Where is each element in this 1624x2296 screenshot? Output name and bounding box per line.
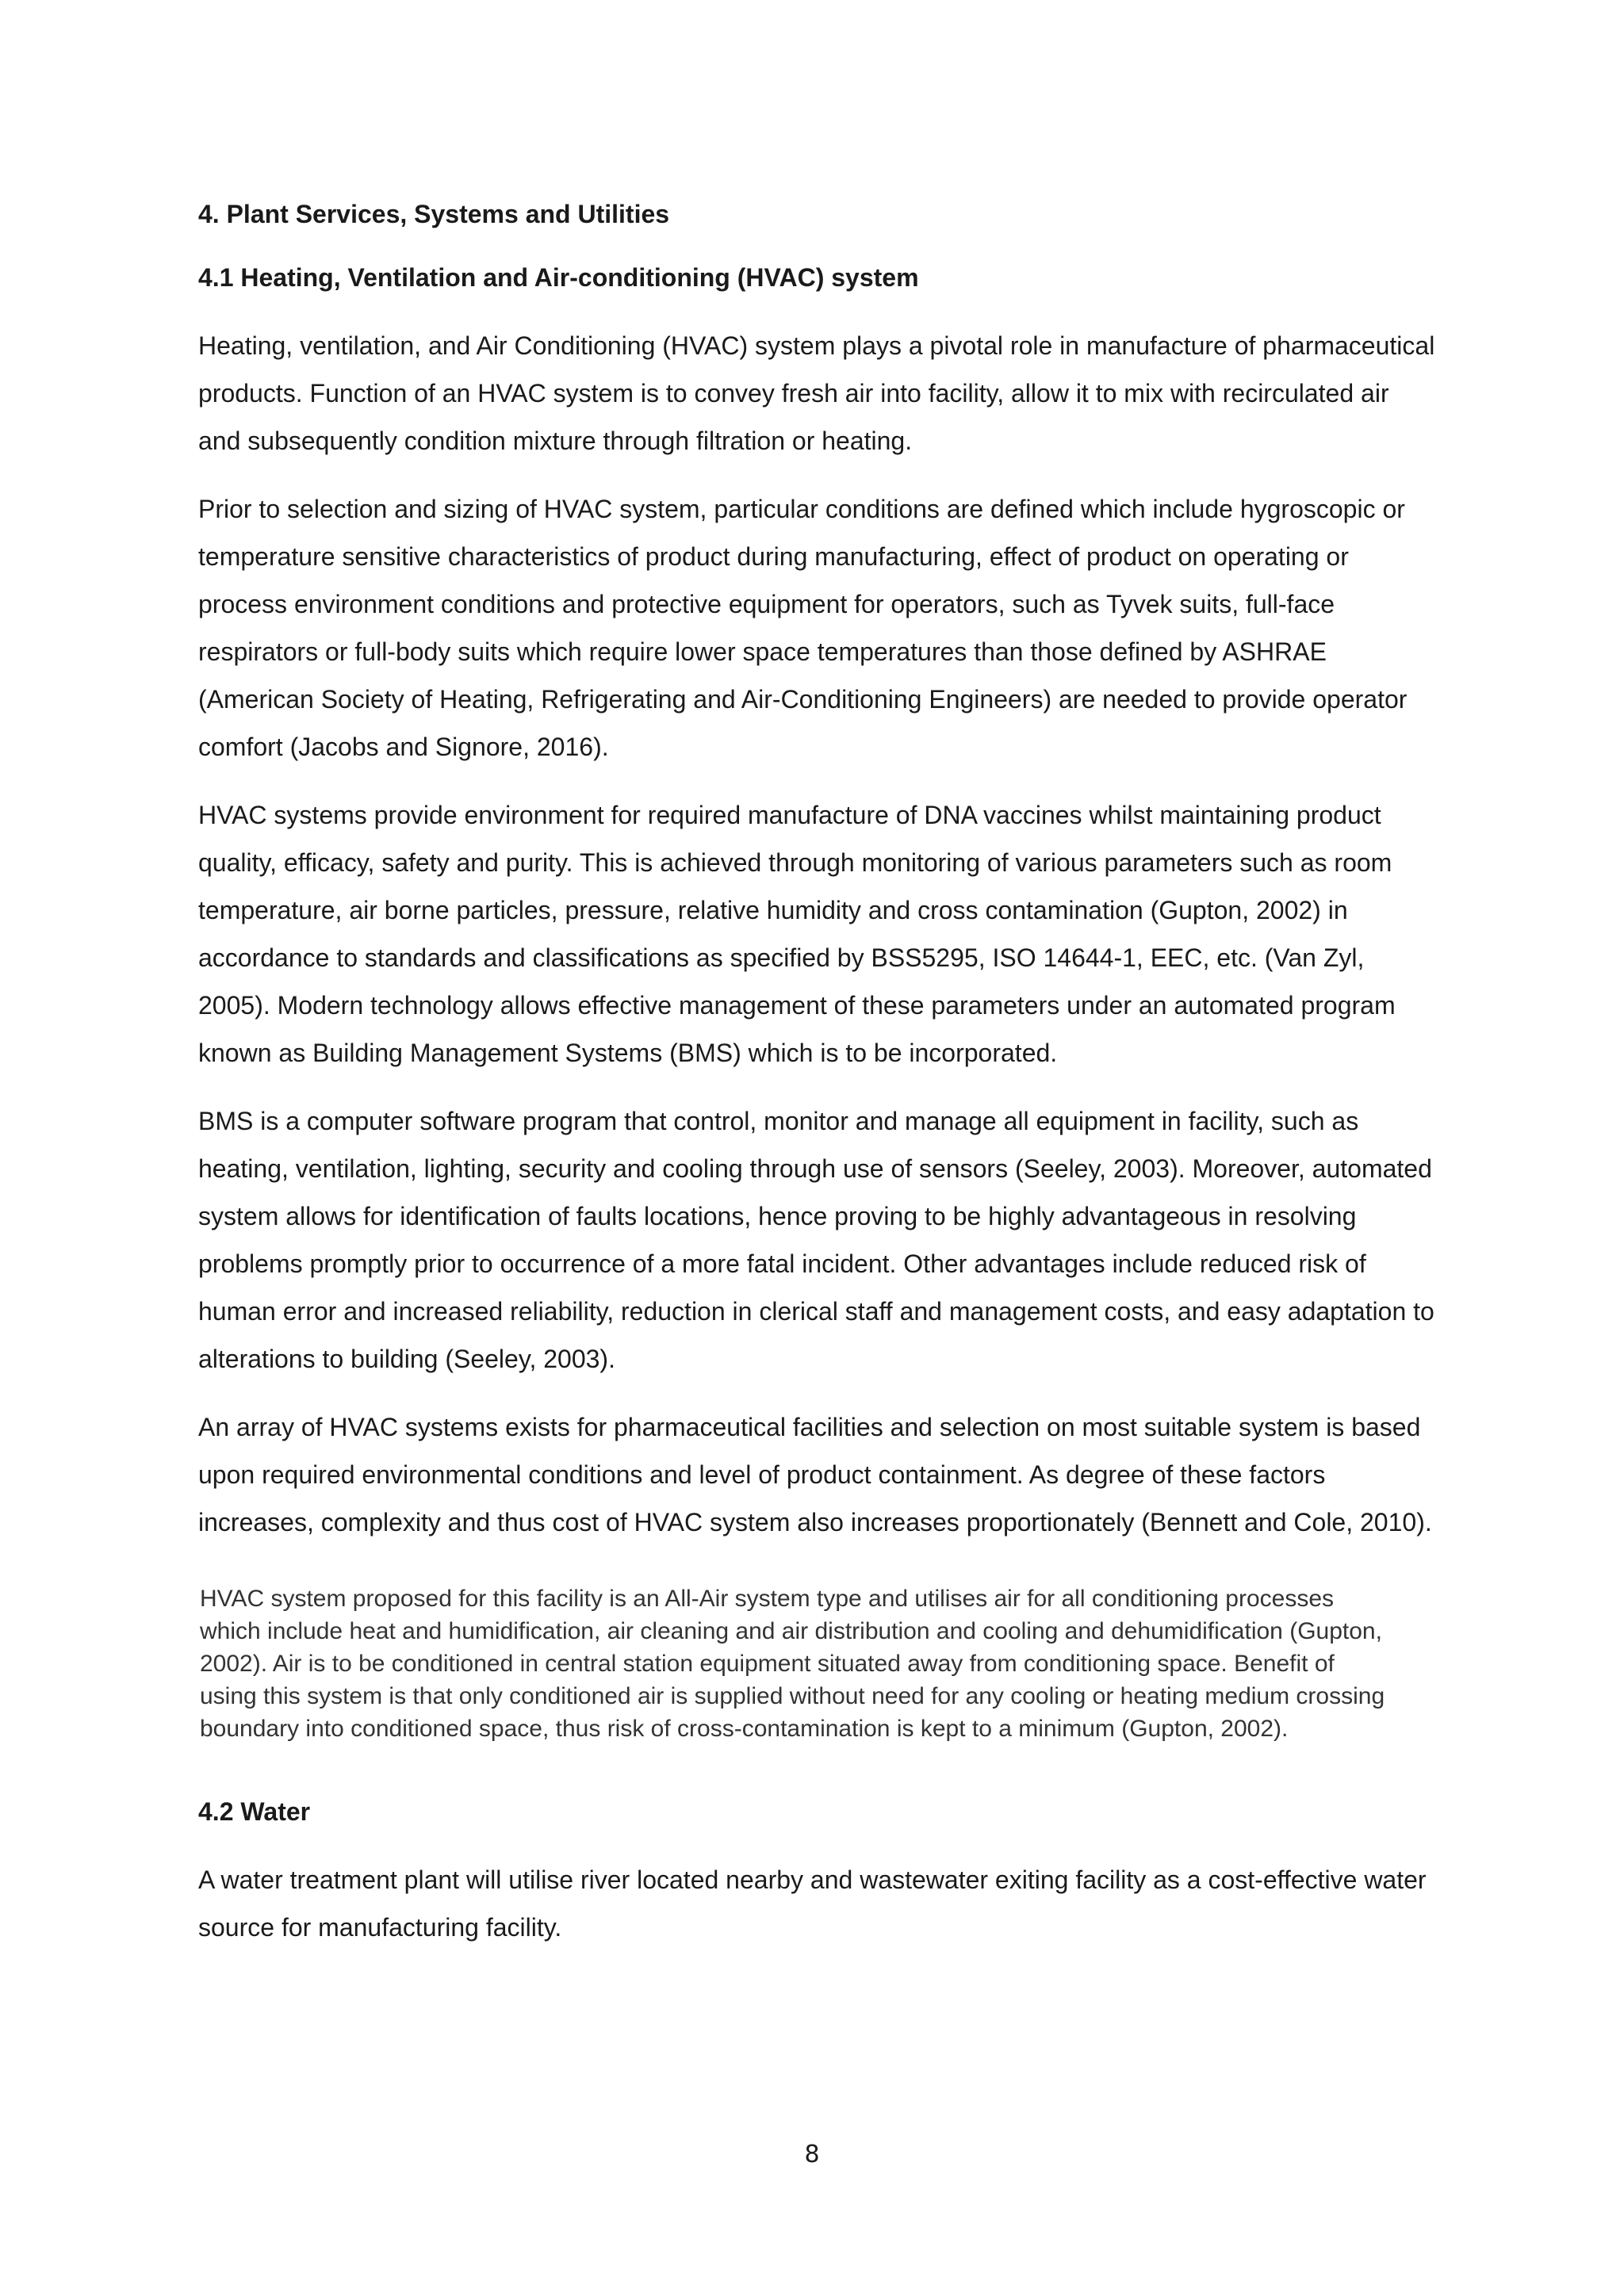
paragraph-hvac-array: An array of HVAC systems exists for pharmaceutical facilities and selection on most suitable system is based upon required environmental conditions and level of product containment. As degree of these factors increases, complexity and thus cost of HVAC system also increases proportionately (Bennett and Cole, 2010). [198, 1413, 1432, 1536]
page-content [198, 193, 1435, 1951]
subsection-heading-water: 4.2 Water [198, 1797, 311, 1826]
paragraph-hvac-selection: Prior to selection and sizing of HVAC system, particular conditions are defined which include hygroscopic or temperature sensitive characteristics of product during manufacturing, effect of product on operating or process environment conditions and protective equipment for operators, such as Tyvek suits, full-face respirators or full-body suits which require lower space temperatures than those defined by ASHRAE (American Society of Heating, Refrigerating and Air-Conditioning Engineers) are needed to provide operator comfort (Jacobs and Signore, 2016). [198, 495, 1408, 761]
page-number: 8 [804, 2141, 820, 2168]
section-heading: 4. Plant Services, Systems and Utilities [198, 200, 670, 228]
paragraph-bms: BMS is a computer software program that control, monitor and manage all equipment in facility, such as heating, ventilation, lighting, security and cooling through use of sensors (Seeley, 2003). Moreover, automated system allows for identification of faults locations, hence proving to be highly advantageous in resolving problems promptly prior to occurrence of a more fatal incident. Other advantages include reduced risk of human error and increased reliability, reduction in clerical staff and management costs, and easy adaptation to alterations to building (Seeley, 2003). [198, 1107, 1434, 1373]
paragraph-all-air-system: HVAC system proposed for this facility is an All-Air system type and utilises air for all conditioning processes which include heat and humidification, air cleaning and air distribution and cooling and dehumidification (Gupton, 2002). Air is to be conditioned in central station equipment situated away from conditioning space. Benefit of using this system is that only conditioned air is supplied without need for any cooling or heating medium crossing boundary into conditioned space, thus risk of cross-contamination is kept to a minimum (Gupton, 2002). [200, 1586, 1385, 1742]
paragraph-hvac-intro: Heating, ventilation, and Air Conditioning (HVAC) system plays a pivotal role in manufacture of pharmaceutical products. Function of an HVAC system is to convey fresh air into facility, allow it to mix with recirculated air and subsequently condition mixture through filtration or heating. [198, 331, 1435, 455]
subsection-heading-hvac: 4.1 Heating, Ventilation and Air-conditioning (HVAC) system [198, 263, 919, 292]
paragraph-water: A water treatment plant will utilise river located nearby and wastewater exiting facility as a cost-effective water source for manufacturing facility. [198, 1866, 1427, 1942]
paragraph-hvac-environment: HVAC systems provide environment for required manufacture of DNA vaccines whilst maintaining product quality, efficacy, safety and purity. This is achieved through monitoring of various parameters such as room temperature, air borne particles, pressure, relative humidity and cross contamination (Gupton, 2002) in accordance to standards and classifications as specified by BSS5295, ISO 14644-1, EEC, etc. (Van Zyl, 2005). Modern technology allows effective management of these parameters under an automated program known as Building Management Systems (BMS) which is to be incorporated. [198, 801, 1396, 1067]
